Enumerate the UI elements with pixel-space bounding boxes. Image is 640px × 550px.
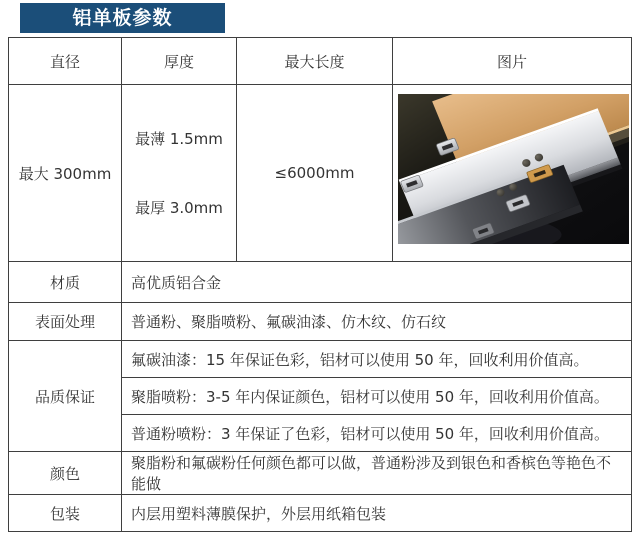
page-title: 铝单板参数 (20, 3, 225, 33)
table-header-row (9, 38, 632, 85)
thickness-min-value: 最薄 1.5mm (135, 130, 223, 148)
header-cell-thickness: 厚度 (122, 38, 237, 85)
color-row (9, 452, 632, 495)
color-value: 聚脂粉和氟碳粉任何颜色都可以做，普通粉涉及到银色和香槟色等艳色不能做 (122, 452, 632, 495)
material-value: 高优质铝合金 (122, 262, 632, 303)
thickness-max-value: 最厚 3.0mm (135, 199, 223, 217)
packaging-row (9, 495, 632, 532)
surface-treatment-value: 普通粉、聚脂喷粉、氟碳油漆、仿木纹、仿石纹 (122, 303, 632, 341)
aluminum-panels-photo (398, 94, 629, 244)
quality-value-ordinary: 普通粉喷粉：3 年保证了色彩，铝材可以使用 50 年，回收利用价值高。 (122, 415, 632, 452)
cell-thickness (122, 85, 237, 262)
cell-max-length: ≤6000mm (237, 85, 393, 262)
quality-row-1 (9, 341, 632, 378)
quality-label: 品质保证 (9, 341, 122, 452)
header-cell-max-length: 最大长度 (237, 38, 393, 85)
surface-treatment-row (9, 303, 632, 341)
quality-value-fluorocarbon: 氟碳油漆：15 年保证色彩，铝材可以使用 50 年，回收利用价值高。 (122, 341, 632, 378)
header-cell-picture: 图片 (393, 38, 632, 85)
quality-value-polyester: 聚脂喷粉：3-5 年内保证颜色，铝材可以使用 50 年，回收利用价值高。 (122, 378, 632, 415)
size-row (9, 85, 632, 262)
packaging-label: 包装 (9, 495, 122, 532)
surface-treatment-label: 表面处理 (9, 303, 122, 341)
cell-product-photo (393, 85, 632, 262)
color-label: 颜色 (9, 452, 122, 495)
material-row (9, 262, 632, 303)
material-label: 材质 (9, 262, 122, 303)
header-cell-diameter: 直径 (9, 38, 122, 85)
spec-table (8, 37, 632, 532)
aluminum-panels-photo-art (398, 94, 629, 244)
packaging-value: 内层用塑料薄膜保护，外层用纸箱包装 (122, 495, 632, 532)
cell-max-diameter: 最大 300mm (9, 85, 122, 262)
